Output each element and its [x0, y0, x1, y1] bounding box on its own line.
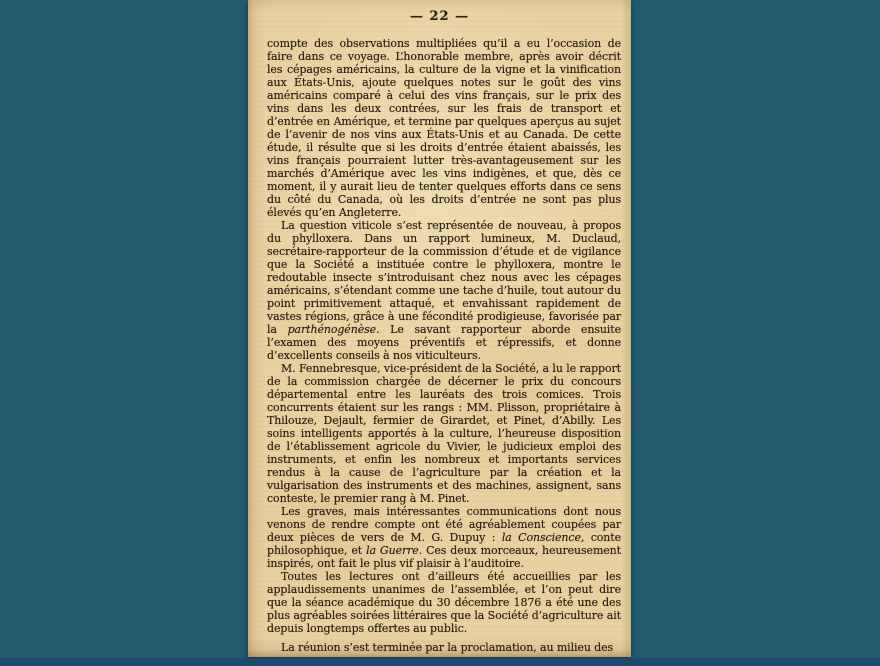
body-text: Toutes les lectures ont d’ailleurs été accueillies par les applaudissements unanimes de l’assemblée, et l’on peut dire que la séance académique du 30 décembre 1876 a été une des plus agréables soirées littéraires que la Société d’agriculture ait depuis longtemps offertes au public.: [267, 570, 621, 635]
text-block: [248, 37, 631, 654]
body-text: La réunion s’est terminée par la proclamation, au milieu des: [281, 641, 614, 654]
paragraph: [267, 641, 621, 654]
paragraph: [267, 570, 621, 635]
scanned-page: [248, 0, 631, 657]
italic-text: la Guerre: [366, 544, 419, 557]
body-text: compte des observations multipliées qu’il a eu l’occasion de faire dans ce voyage. L’honorable membre, après avoir décrit les cépages américains, la culture de la vigne et la vinification aux États-Unis, ajoute quelques notes sur le goût des vins américains comparé à celui des vins français, sur le prix des vins dans les deux contrées, sur les frais de transport et d’entrée en Amérique, et termine par quelques aperçus au sujet de l’avenir de nos vins aux États-Unis et au Canada. De cette étude, il résulte que si les droits d’entrée étaient abaissés, les vins français pourraient lutter très-avantageusement sur les marchés d’Amérique avec les vins indigènes, et que, dès ce moment, il y aurait lieu de tenter quelques efforts dans ce sens du côté du Canada, où les droits d’entrée ne sont pas plus élevés qu’en Angleterre.: [267, 37, 621, 219]
italic-text: parthénogénèse: [287, 323, 377, 336]
bottom-band: [0, 658, 880, 666]
paragraph: [267, 219, 621, 362]
paragraph: [267, 37, 621, 219]
paragraph: [267, 362, 621, 505]
paragraph: [267, 505, 621, 570]
body-text: M. Fennebresque, vice-président de la Société, a lu le rapport de la commission chargée de décerner le prix du concours départemental entre les lauréats des trois comices. Trois concurrents étaient sur les rangs : MM. Plisson, propriétaire à Thilouze, Dejault, fermier de Girardet, et Pinet, d’Abilly. Les soins intelligents apportés à la culture, l’heureuse disposition de l’établissement agricole du Vivier, le judicieux emploi des instruments, et enfin les nombreux et importants services rendus à la cause de l’agriculture par la création et la vulgarisation des instruments et des machines, assignent, sans conteste, le premier rang à M. Pinet.: [267, 362, 621, 505]
page-number: — 22 —: [409, 9, 470, 24]
italic-text: la Conscience: [501, 531, 581, 544]
body-text: . Le savant rapporteur aborde ensuite l’examen des moyens préventifs et répressifs, et donne d’excellents conseils à nos viticulteurs.: [267, 323, 621, 362]
body-text: . Ces deux morceaux, heureusement inspirés, ont fait le plus vif plaisir à l’auditoire.: [267, 544, 621, 570]
body-text: Les graves, mais intéressantes communications dont nous venons de rendre compte ont été agréablement coupées par deux pièces de vers de M. G. Dupuy :: [267, 505, 621, 544]
body-text: La question viticole s’est représentée de nouveau, à propos du phylloxera. Dans un rapport lumineux, M. Duclaud, secrétaire-rapporteur de la commission d’étude et de vigilance que la Société a instituée contre le phylloxera, montre le redoutable insecte s’introduisant chez nous avec les cépages américains, s’étendant comme une tache d’huile, tout autour du point primitivement attaqué, et envahissant rapidement de vastes régions, grâce à une fécondité prodigieuse, favorisée par la: [267, 219, 621, 336]
body-text: , conte philosophique, et: [267, 531, 622, 557]
